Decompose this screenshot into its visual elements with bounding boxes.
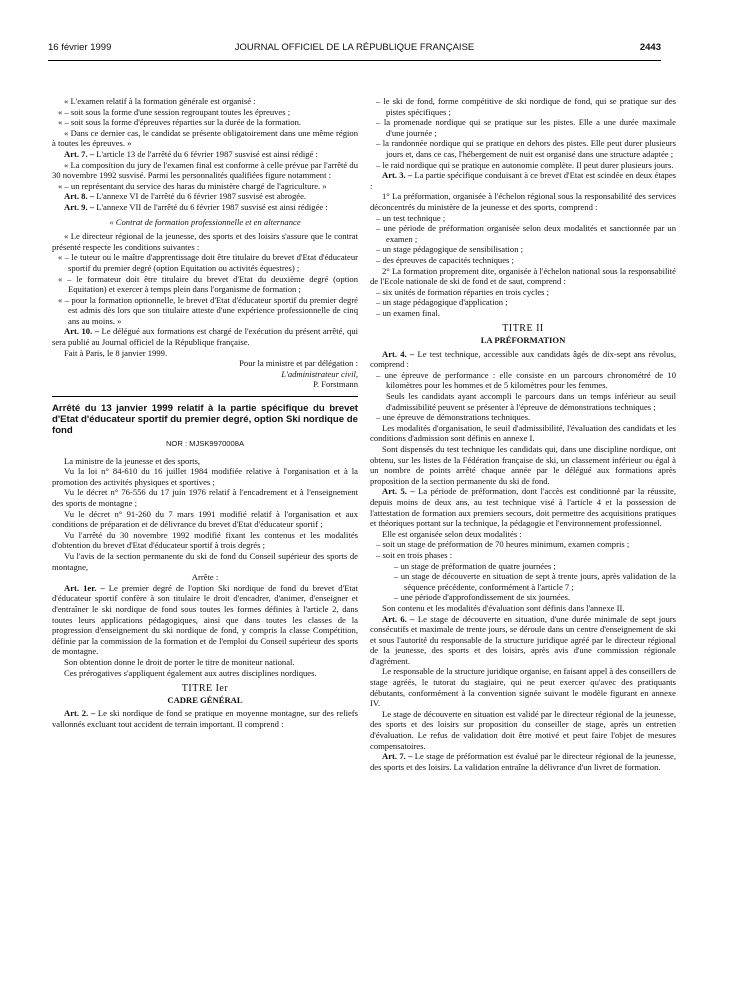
paragraph: Vu l'avis de la section permanente du ski de fond du Conseil supérieur des sports de montagne,	[52, 550, 358, 572]
paragraph: Son obtention donne le droit de porter le titre de moniteur national.	[64, 656, 295, 667]
paragraph: Son contenu et les modalités d'évaluation sont définis dans l'annexe II.	[382, 602, 625, 613]
article-text: Le premier degré de l'option Ski nordique de fond du brevet d'Etat d'éducateur sportif confère à son titulaire le droit d'encadrer, d'animer, d'enseigner et d'entraîner le ski nordique de fond sous toutes les formes définies à l'article 2, dans toutes leurs applications pédagogiques, ainsi que dans toutes les classes de la progression d'enseignement du ski nordique de fond, y compris la classe Compétition, définie par la commission de la formation et de l'emploi du Conseil supérieur des sports de montagne.	[52, 582, 358, 657]
paragraph: La ministre de la jeunesse et des sports,	[64, 455, 201, 466]
paragraph: Vu la loi n° 84-610 du 16 juillet 1984 modifiée relative à l'organisation et à la promotion des activités physiques et sportives ;	[52, 466, 358, 487]
right-column	[370, 96, 676, 772]
paragraph: « Dans ce dernier cas, le candidat se présente obligatoirement dans une même région à toutes les épreuves. »	[52, 127, 358, 149]
paragraph: Vu le décret n° 76-556 du 17 juin 1976 relatif à l'encadrement et à l'enseignement des sports de montagne ;	[52, 487, 358, 508]
annex-heading: « Contrat de formation professionnelle et en alternance	[109, 216, 301, 227]
list-item: – le raid nordique qui se pratique en autonomie complète. Il peut durer plusieurs jours.	[376, 159, 674, 170]
article-label: Art. 5. –	[382, 486, 415, 497]
article-9	[52, 202, 358, 213]
article-4	[370, 349, 676, 370]
article-text: L'annexe VI de l'arrêté du 6 février 1987 susvisé est abrogée.	[94, 191, 307, 202]
paragraph: « La composition du jury de l'examen final est conforme à celle prévue par l'arrêté du 30 novembre 1992 susvisé. Parmi les personnalités qualifiées figure notamment :	[52, 159, 358, 181]
list-item: – un stage de découverte en situation de sept à trente jours, après validation de la séquence précédente, conformément à l'article 7 ;	[394, 571, 676, 592]
list-item: – un examen final.	[376, 307, 440, 318]
decree-title: Arrêté du 13 janvier 1999 relatif à la partie spécifique du brevet d'Etat d'éducateur sportif du premier degré, option Ski nordique de fond	[52, 403, 358, 437]
article-label: Art. 7. –	[382, 751, 413, 762]
list-item: – un stage pédagogique d'application ;	[376, 297, 508, 308]
nor-reference: NOR : MJSK9970008A	[165, 439, 245, 449]
article-3	[370, 170, 676, 191]
list-item: – une période de préformation organisée selon deux modalités et sanctionnée par un examen ;	[376, 223, 676, 244]
list-item: – un stage pédagogique de sensibilisation ;	[376, 244, 524, 255]
list-item: – le ski de fond, forme compétitive de ski nordique de fond, qui se pratique sur des pistes spécifiques ;	[376, 96, 676, 117]
article-label: Art. 2. –	[64, 708, 96, 719]
list-item: – soit en trois phases :	[376, 549, 453, 560]
paragraph: Le stage de découverte en situation est validé par le directeur régional de la jeunesse, des sports et des loisirs sur proposition du conseiller de stage, après un entretien d'évaluation. Le refus de validation doit être motivé et peut faire l'objet de mesures compensatoires.	[370, 708, 676, 751]
article-text: Le délégué aux formations est chargé de l'exécution du présent arrêté, qui sera publié au Journal officiel de la République française.	[52, 326, 358, 348]
article-7	[52, 149, 358, 160]
paragraph: Les modalités d'organisation, le seuil d'admissibilité, l'évaluation des candidats et les conditions d'admission sont définis en annexe I.	[370, 422, 676, 444]
list-item: « – le tuteur ou le maître d'apprentissage doit être titulaire du brevet d'Etat d'éducateur sportif du premier degré (option Equitation ou activités équestres) ;	[58, 252, 358, 273]
article-10	[52, 326, 358, 347]
article-label: Art. 1er. –	[64, 582, 105, 593]
list-item: – une période d'approfondissement de six journées.	[394, 592, 571, 603]
signature-date: Fait à Paris, le 8 janvier 1999.	[64, 347, 168, 358]
article-label: Art. 9. –	[64, 201, 95, 212]
article-text: La période de préformation, dont l'accès est conditionné par la réussite, depuis moins de deux ans, au test technique visé à l'article 4 et la possession de l'attestation de formation aux premiers secours, doit permettre des acquisitions pratiques et théoriques portant sur la technique, la pédagogie et l'environnement professionnel.	[370, 486, 676, 529]
header-page-number: 2443	[639, 42, 661, 53]
article-label: Art. 4. –	[382, 348, 415, 359]
signature-name: P. Forstmann	[313, 379, 358, 390]
list-item: – un stage de préformation de quatre journées ;	[394, 560, 556, 571]
list-item: – une épreuve de performance : elle consiste en un parcours chronométré de 10 kilomètres pour les hommes et de 5 kilomètres pour les femmes.	[376, 369, 676, 391]
article-2	[52, 708, 358, 729]
article-label: Art. 10. –	[64, 326, 100, 337]
section-divider	[52, 396, 358, 397]
paragraph: 1° La préformation, organisée à l'échelon régional sous la responsabilité des services déconcentrés du ministère de la jeunesse et des sports, comprend :	[370, 191, 676, 212]
article-label: Art. 8. –	[64, 191, 95, 202]
article-8	[52, 191, 358, 202]
paragraph: 2° La formation proprement dite, organisée à l'échelon national sous la responsabilité de l'Ecole nationale de ski de fond et de saut, comprend :	[370, 265, 676, 287]
article-label: Art. 6. –	[382, 613, 415, 624]
article-text: L'article 13 de l'arrêté du 6 février 1987 susvisé est ainsi rédigé :	[94, 148, 318, 159]
article-7-right	[370, 751, 676, 772]
arrete-heading: Arrête :	[191, 572, 219, 583]
article-5	[370, 486, 676, 528]
article-text: Le ski nordique de fond se pratique en moyenne montagne, sur des reliefs vallonnés excluant tout accident de terrain important. Il comprend :	[52, 708, 358, 729]
article-text: L'annexe VII de l'arrêté du 6 février 1987 susvisé est ainsi rédigée :	[94, 201, 328, 212]
paragraph: Elle est organisée selon deux modalités :	[382, 528, 522, 539]
left-column	[52, 96, 358, 729]
header-rule	[48, 60, 661, 61]
section-heading: LA PRÉFORMATION	[480, 335, 566, 346]
paragraph: « Le directeur régional de la jeunesse, des sports et des loisirs s'assure que le contrat présenté respecte les conditions suivantes :	[52, 231, 358, 252]
signature-title: L'administrateur civil,	[281, 368, 358, 379]
list-item: « – le formateur doit être titulaire du brevet d'Etat du deuxième degré (option Equitation) et exercer à temps plein dans l'organisme de formation ;	[58, 273, 358, 295]
list-item: – la promenade nordique qui se pratique sur les pistes. Elle a une durée maximale d'une journée ;	[376, 117, 676, 138]
article-label: Art. 3. –	[382, 170, 413, 181]
list-item: « – pour la formation optionnelle, le brevet d'Etat d'éducateur sportif du premier degré est admis dès lors que son titulaire atteste d'une expérience professionnelle de cinq ans au moins. »	[58, 294, 358, 326]
list-item: « – soit sous la forme d'une session regroupant toutes les épreuves ;	[58, 106, 291, 117]
paragraph: « L'examen relatif à la formation générale est organisé :	[64, 96, 256, 106]
list-item: – six unités de formation réparties en trois cycles ;	[376, 286, 550, 297]
list-item: – soit un stage de préformation de 70 heures minimum, examen compris ;	[376, 539, 630, 550]
header-date: 16 février 1999	[48, 42, 112, 53]
paragraph: Sont dispensés du test technique les candidats qui, dans une discipline nordique, ont obtenu, sur les listes de la Fédération française de ski, un classement inférieur ou égal à un nombre de points arrêté chaque année par le délégué aux formations après proposition de la section permanente du ski de fond.	[370, 444, 676, 486]
list-item: « – soit sous la forme d'épreuves réparties sur la durée de la formation.	[58, 117, 302, 128]
paragraph: Vu le décret n° 91-260 du 7 mars 1991 modifié relatif à l'organisation et aux conditions de préparation et de délivrance du brevet d'Etat d'éducateur sportif ;	[52, 508, 358, 530]
signature-delegation: Pour la ministre et par délégation :	[239, 358, 358, 369]
title-heading: TITRE II	[502, 323, 544, 335]
list-item: – la randonnée nordique qui se pratique en dehors des pistes. Elle peut durer plusieurs jours et, dans ce cas, l'hébergement de nuit est organisé dans une structure adaptée ;	[376, 138, 676, 159]
article-text: Le test technique, accessible aux candidats âgés de dix-sept ans révolus, comprend :	[370, 348, 676, 370]
paragraph: Ces prérogatives s'appliquent également aux autres disciplines nordiques.	[64, 667, 317, 678]
list-item: – une épreuve de démonstrations techniques.	[376, 412, 531, 423]
section-heading: CADRE GÉNÉRAL	[167, 694, 243, 705]
paragraph: Vu l'arrêté du 30 novembre 1992 modifié fixant les contenus et les modalités d'obtention du brevet d'Etat d'éducateur sportif à trois degrés ;	[52, 529, 358, 551]
list-item: – un test technique ;	[376, 212, 446, 223]
article-text: Le stage de préformation est évalué par le directeur régional de la jeunesse, des sports et des loisirs. La validation entraîne la délivrance d'un livret de formation.	[370, 751, 676, 772]
list-item: « – un représentant du service des haras du ministère chargé de l'agriculture. »	[58, 180, 327, 191]
article-label: Art. 7. –	[64, 148, 95, 159]
article-text: Le stage de découverte en situation, d'une durée minimale de sept jours consécutifs et maximale de trente jours, se déroule dans un centre d'enseignement de ski et sous l'autorité du responsable de la structure juridique agréé par le directeur régional de la jeunesse, des sports et des loisirs, après avis d'une commission régionale d'agrément.	[370, 613, 676, 666]
page-header	[48, 42, 661, 56]
header-journal-title: JOURNAL OFFICIEL DE LA RÉPUBLIQUE FRANÇAISE	[234, 42, 475, 53]
article-1	[52, 583, 358, 657]
paragraph: Le responsable de la structure juridique organise, en faisant appel à des conseillers de stage agréés, le tutorat du stagiaire, qui ne peut exercer qu'avec des pratiquants débutants, conformément à la convention signée suivant le modèle figurant en annexe IV.	[370, 666, 676, 709]
title-heading: TITRE Ier	[181, 683, 229, 695]
article-text: La partie spécifique conduisant à ce brevet d'Etat est scindée en deux étapes :	[370, 170, 676, 191]
list-item: – des épreuves de capacités techniques ;	[376, 254, 514, 265]
paragraph: Seuls les candidats ayant accompli le parcours dans un temps inférieur au seuil d'admissibilité peuvent se présenter à l'épreuve de démonstrations techniques ;	[386, 391, 676, 412]
article-6	[370, 614, 676, 667]
